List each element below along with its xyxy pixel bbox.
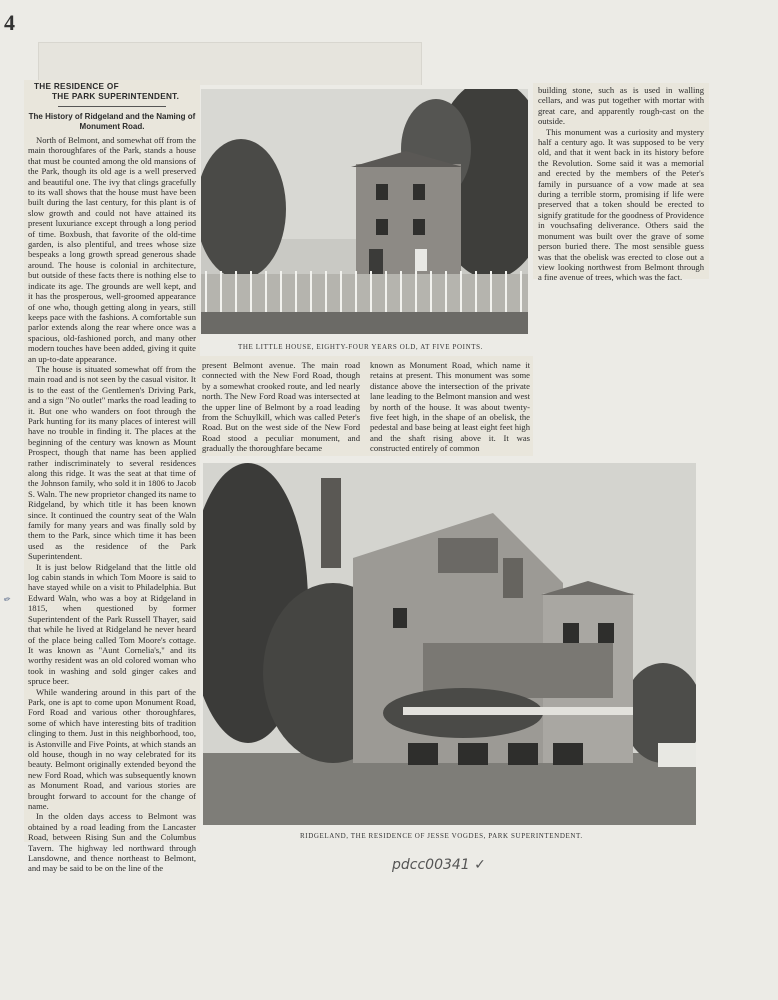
margin-mark: ✎ [2, 594, 14, 605]
middle-column-2: known as Monument Road, which name it retains at present. This monument was some distance above the intersection of the private lane leading to the Belmont mansion and west by north of the house. It was about twenty-five feet high, in the shape of an obelisk, the pedestal and base being at least eight feet high and the shaft rising above it. It was constructed entirely of common [370, 360, 530, 454]
headline-line-2: THE PARK SUPERINTENDENT. [52, 92, 180, 101]
left-column [28, 82, 196, 874]
headline-rule [58, 106, 166, 107]
article-paragraph: building stone, such as is used in walling cellars, and was put together with mortar with great care, and apparently rough-cast on the outside. [538, 85, 704, 127]
ridgeland-photo [203, 463, 696, 825]
little-house-photo [201, 89, 528, 334]
right-column [538, 85, 704, 283]
article-paragraph: The house is situated somewhat off from the main road and is not seen by the casual visitor. It is to the east of the Gentlemen's Driving Park, and a sign "No outlet" marks the road leading to it. But one who wanders on foot through the Park hunting for its many places of interest will have no trouble in finding it. The places at the beginning of the century was known as Mount Prospect, though that name has been applied rather indiscriminately to several residences along this ridge. It was the seat at that time of the Johnson family, who sold it in 1806 to Jacob S. Waln. The new proprietor changed its name to Ridgeland, by which title it has been known since. It continued the country seat of the Waln family for many years and was finally sold by them to the Park, since which time it has been used as the residence of the Park Superintendent. [28, 363, 196, 562]
ridgeland-caption: RIDGELAND, THE RESIDENCE OF JESSE VOGDES, PARK SUPERINTENDENT. [300, 832, 583, 840]
article-paragraph: This monument was a curiosity and mystery half a century ago. It was supposed to be very old, and that it went back in its history before the Revolution. Some said it was a memorial and erected by the members of the Peter's family in pursuance of a vow made at sea during a terrible storm, promising if life were preserved that a token should be erected to signify gratitude for the goodness of Providence in vouchsafing deliverance. Others said the monument was built over the grave of some person buried there. The most sensible guess was that the obelisk was erected to close out a view looking northwest from Belmont through a fine avenue of trees, which was the fact. [538, 126, 704, 283]
headline-line-1: THE RESIDENCE OF [34, 82, 119, 91]
article-paragraph: It is just below Ridgeland that the little old log cabin stands in which Tom Moore is said to have stayed while on a visit to Philadelphia. But Edward Waln, who was a boy at Ridgeland in 1815, when questioned by former Superintendent of the Park Russell Thayer, said that while he lived at Ridgeland he never heard of the place being called Tom Moore's cottage. It was known as "Aunt Cornelia's," and its worthy resident was an old colored woman who took in washing and sold ginger cakes and spruce beer. [28, 561, 196, 687]
article-paragraph: North of Belmont, and somewhat off from the main thoroughfares of the Park, stands a house that must be counted among the old mansions of the Park, though its old age is a well preserved and beautiful one. The ivy that clings gracefully to its wall shows that the house must have been built during the last century, for this plant is of slow growth and could not have attained its present luxuriance except through a long period of time. Boxbush, that favorite of the old-time garden, is also plentiful, and trees whose size bespeaks a long growth spread generous shade around. The house is colonial in architecture, but outside of these facts there is nothing else to indicate its age. The grounds are well kept, and it has the prosperous, well-groomed appearance of one who, though getting along in years, still keeps pace with the fashions. A comfortable sun parlor extends along the rear where once was a spacious, old-fashioned porch, and many other modern touches have been added, giving it quite an up-to-date appearance. [28, 135, 196, 364]
accession-number: pdcc00341 ✓ [392, 857, 486, 873]
page-number: 4 [4, 10, 15, 35]
article-paragraph: While wandering around in this part of the Park, one is apt to come upon Monument Road, Ford Road and various other thoroughfares, some of which have interesting bits of tradition clinging to them. Just in this neighborhood, too, is Astonville and Five Points, at which stands an old house, though in no way celebrated for its beauty. Belmont originally extended beyond the new Ford Road, which was subsequently known as Monument Road, and various stories are brought forward to account for the change of name. [28, 686, 196, 811]
little-house-caption: THE LITTLE HOUSE, EIGHTY-FOUR YEARS OLD, AT FIVE POINTS. [238, 343, 483, 351]
subheadline: The History of Ridgeland and the Naming of Monument Road. [28, 112, 196, 131]
article-paragraph: In the olden days access to Belmont was obtained by a road leading from the Lancaster Road, between Rising Sun and the Columbus Tavern. The highway led northward through Lansdowne, and thence northeast to Belmont, and may be said to be on the line of the [28, 811, 196, 874]
middle-column-1: present Belmont avenue. The main road connected with the New Ford Road, though by a somewhat crooked route, and led nearly north. The New Ford Road was intersected at the upper line of Belmont by a road leading from the Schuylkill, which was called Peter's Road. But on the west side of the New Ford Road stood a peculiar monument, and gradually the thoroughfare became [202, 360, 360, 454]
mount-frame-shadow [38, 42, 422, 85]
